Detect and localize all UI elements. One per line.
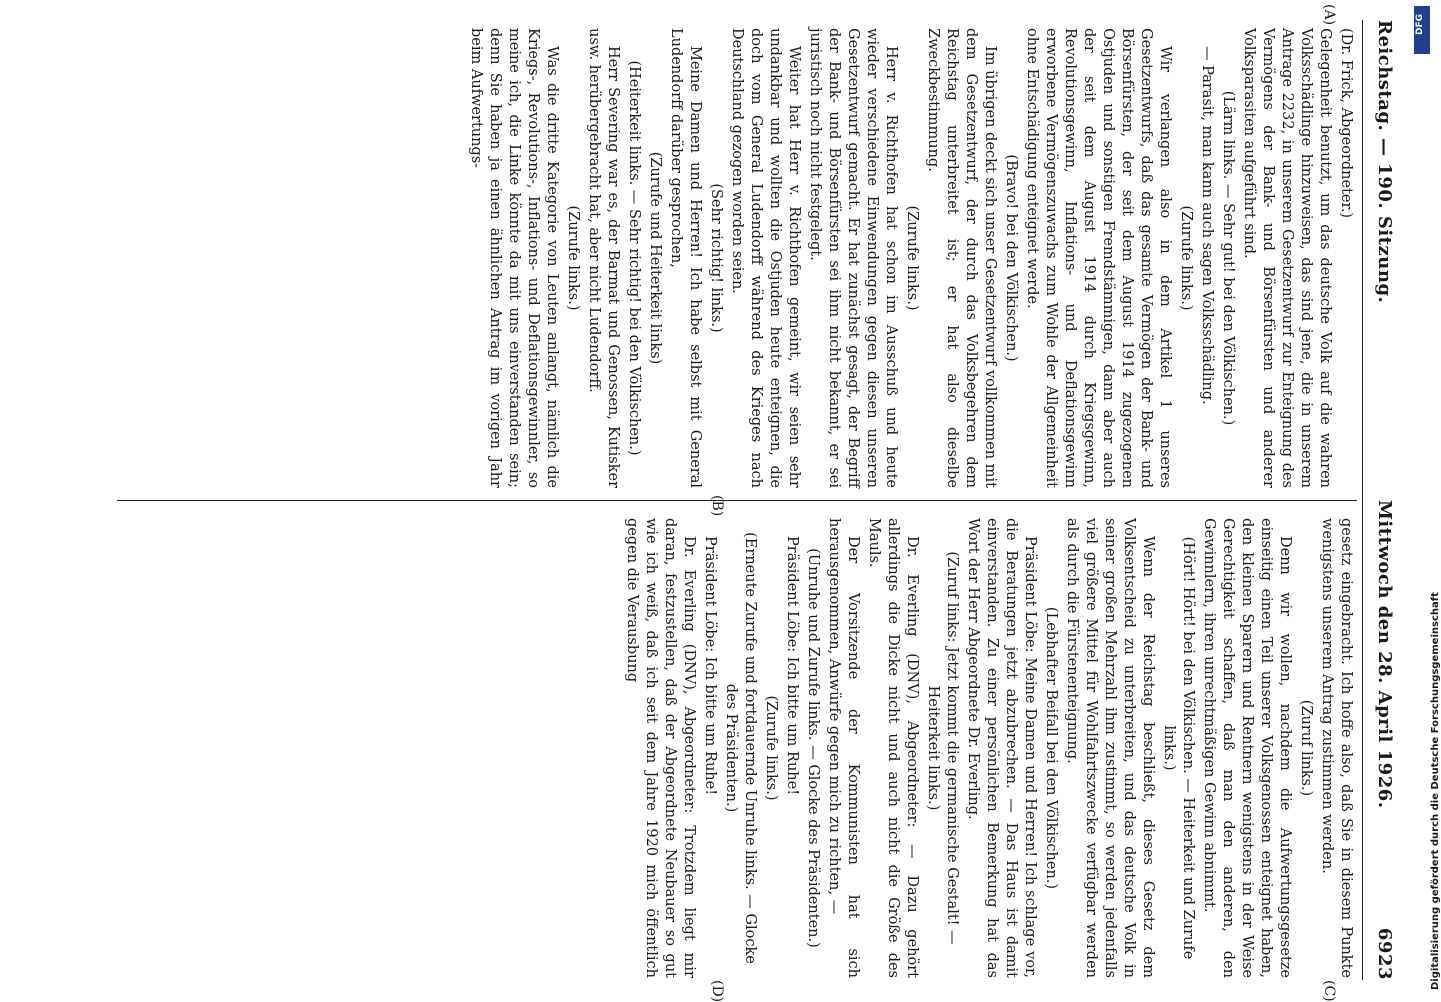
- digitization-note: [1412, 10, 1441, 990]
- paragraph: Herr v. Richthofen hat schon im Ausschuß und heute wieder verschiedene Einwendungen gegen diesen unseren Gesetzentwurf gemacht. Er hat zunächst gesagt, der Begriff der Bank- und Börsenfürsten sei ihm nicht bekannt, er sei juristisch noch nicht festgelegt.: [807, 28, 899, 488]
- paragraph: Wir verlangen also in dem Artikel 1 unseres Gesetzentwurfs, daß das gesamte Vermögen der Bank- und Börsenfürsten, der seit dem August 1914 zugezogenen Ostjuden und sonstigen Fremdstämmigen, dann aber auch der seit dem August 1914 durch Kriegsgewinn, Revolutionsgewinn, Inflations- und Deflationsgewinn erworbene Vermögenszuwachs zum Wohle der Allgemeinheit ohne Entschädigung enteignet werde.: [1024, 28, 1173, 488]
- digitization-text: Digitalisierung gefördert durch die Deutsche Forschungsgemeinschaft: [1430, 592, 1441, 990]
- header-date: Mittwoch den 28. April 1926.: [1374, 500, 1395, 809]
- interjection: (Lärm links. — Sehr gut! bei den Völkischen.): [1220, 90, 1236, 426]
- margin-mark-a: (A): [1321, 4, 1337, 26]
- paragraph: Weiter hat Herr v. Richthofen gemeint, wir seien sehr undankbar und wollten die Ostjuden heute enteignen, die doch vom General Ludendorff während des Krieges nach Deutschland gezogen worden seien.: [729, 28, 802, 488]
- paragraph: Dr. Everling (DNV), Abgeordneter: — Dazu gehört allerdings die Dicke nicht und auch nicht die Größe des Mauls.: [866, 518, 920, 978]
- paragraph: Herr Severing war es, der Barmat und Genossen, Kutisker usw. herübergebracht hat, aber nicht Ludendorff.: [586, 28, 621, 488]
- interjection: (Zuruf links: Jetzt kommt die germanische Gestalt! — Heiterkeit links.): [925, 551, 960, 945]
- paragraph: Meine Damen und Herren! Ich habe selbst mit General Ludendorff darüber gesprochen,: [668, 28, 703, 488]
- interjection: (Hört! Hört! bei den Völkischen. — Heiterkeit und Zurufe links.): [1161, 536, 1196, 960]
- scanned-page: [95, 0, 1405, 1000]
- paragraph: Dr. Everling (DNV), Abgeordneter: Trotzdem liegt mir daran, festzustellen, daß der Abgeordnete Neubauer so gut wie ich weiß, daß ich seit dem Jahre 1920 mich öffentlich gegen die Verausbung: [624, 518, 697, 978]
- header-left: Reichstag. — 190. Sitzung.: [1374, 20, 1395, 304]
- paragraph: Gelegenheit benutzt, um das deutsche Volk auf die wahren Volksschädlinge hinzuweisen, das sind jene, die in unserem Antrage 2232, in unserem Gesetzentwurf zur Enteignung des Vermögens der Bank- und Börsenfürsten und anderer Volksparasiten aufgeführt sind.: [1241, 28, 1333, 488]
- paragraph: Im übrigen deckt sich unser Gesetzentwurf vollkommen mit dem Gesetzentwurf, der durch das Volksbegehren dem Reichstag unterbreitet ist; er hat also dieselbe Zweckbestimmung.: [925, 28, 998, 488]
- paragraph: Präsident Löbe: Ich bitte um Ruhe!: [702, 536, 718, 796]
- paragraph: Denn wir wollen, nachdem die Aufwertungsgesetze einseitig einen Teil unserer Volksgenossen enteignet haben, den kleinen Sparern und Rentnern wenigstens in der Weise Gerechtigkeit schaffen, daß man den anderen, den Gewinnlern, ihren unrechtmäßigen Gewinn abnimmt.: [1201, 518, 1293, 978]
- interjection: (Zurufe links.): [763, 695, 779, 801]
- interjection: (Bravo! bei den Völkischen.): [1003, 154, 1019, 362]
- column-divider: [117, 500, 1357, 501]
- dfg-logo: [1414, 6, 1430, 54]
- paragraph: Präsident Löbe: Meine Damen und Herren! Ich schlage vor, die Beratungen jetzt abzubrechen. — Das Haus ist damit einverstanden. Zu einer persönlichen Bemerkung hat das Wort der Herr Abgeordnete Dr. Everling.: [965, 518, 1038, 978]
- interjection: (Zuruf links.): [1298, 699, 1314, 797]
- header-rule: [1362, 20, 1363, 980]
- paragraph: (Dr. Frick, Abgeordneter.): [1338, 28, 1354, 219]
- paragraph: Wenn der Reichstag beschließt, dieses Gesetz dem Volksentscheid zu unterbreiten, und das deutsche Volk in seiner großen Mehrzahl ihm zustimmt, so werden jedenfalls viel größere Mittel für Wohlfahrtszwecke verfügbar werden als durch die Fürstenenteignung.: [1064, 518, 1156, 978]
- paragraph: — Parasit, man kann auch sagen Volksschädling.: [1199, 46, 1215, 405]
- interjection: (Lebhafter Beifall bei den Völkischen.): [1043, 606, 1059, 890]
- interjection: (Zurufe links.): [1178, 205, 1194, 311]
- interjection: (Unruhe und Zurufe links. — Glocke des Präsidenten.): [805, 548, 821, 948]
- paragraph: gesetz eingebracht. Ich hoffe also, daß Sie in diesem Punkte wenigstens unserem Antrag zustimmen werden.: [1319, 518, 1354, 978]
- paragraph: Der Vorsitzende der Kommunisten hat sich herausgenommen, Anwürfe gegen mich zu richten, —: [826, 518, 861, 978]
- page-header: [1367, 0, 1395, 1000]
- paragraph: Was die dritte Kategorie von Leuten anlangt, nämlich die Kriegs-, Revolutions-, Inflations- und Deflationsgewinnler, so meine ich, die Linke könnte da mit uns einverstanden sein; denn Sie haben ja einen ähnlichen Antrag im vorigen Jahr beim Aufwertungs-: [468, 28, 560, 488]
- dfg-logo-text: DFG: [1415, 13, 1425, 35]
- left-column: [464, 28, 1355, 488]
- margin-mark-b: (B): [709, 495, 725, 517]
- interjection: (Sehr richtig! links.): [708, 183, 724, 333]
- interjection: (Heiterkeit links. — Sehr richtig! bei den Völkischen.): [626, 60, 642, 456]
- interjection: (Zurufe und Heiterkeit links): [647, 151, 663, 365]
- right-column: [620, 518, 1355, 978]
- margin-mark-d: (D): [709, 980, 725, 1002]
- interjection: (Zurufe links.): [565, 205, 581, 311]
- margin-mark-c: (C): [1321, 980, 1337, 1002]
- page-number: 6923: [1374, 927, 1395, 980]
- interjection: (Erneute Zurufe und fortdauernde Unruhe links. — Glocke des Präsidenten.): [723, 532, 758, 964]
- interjection: (Zurufe links.): [904, 205, 920, 311]
- paragraph: Präsident Löbe: Ich bitte um Ruhe!: [784, 536, 800, 796]
